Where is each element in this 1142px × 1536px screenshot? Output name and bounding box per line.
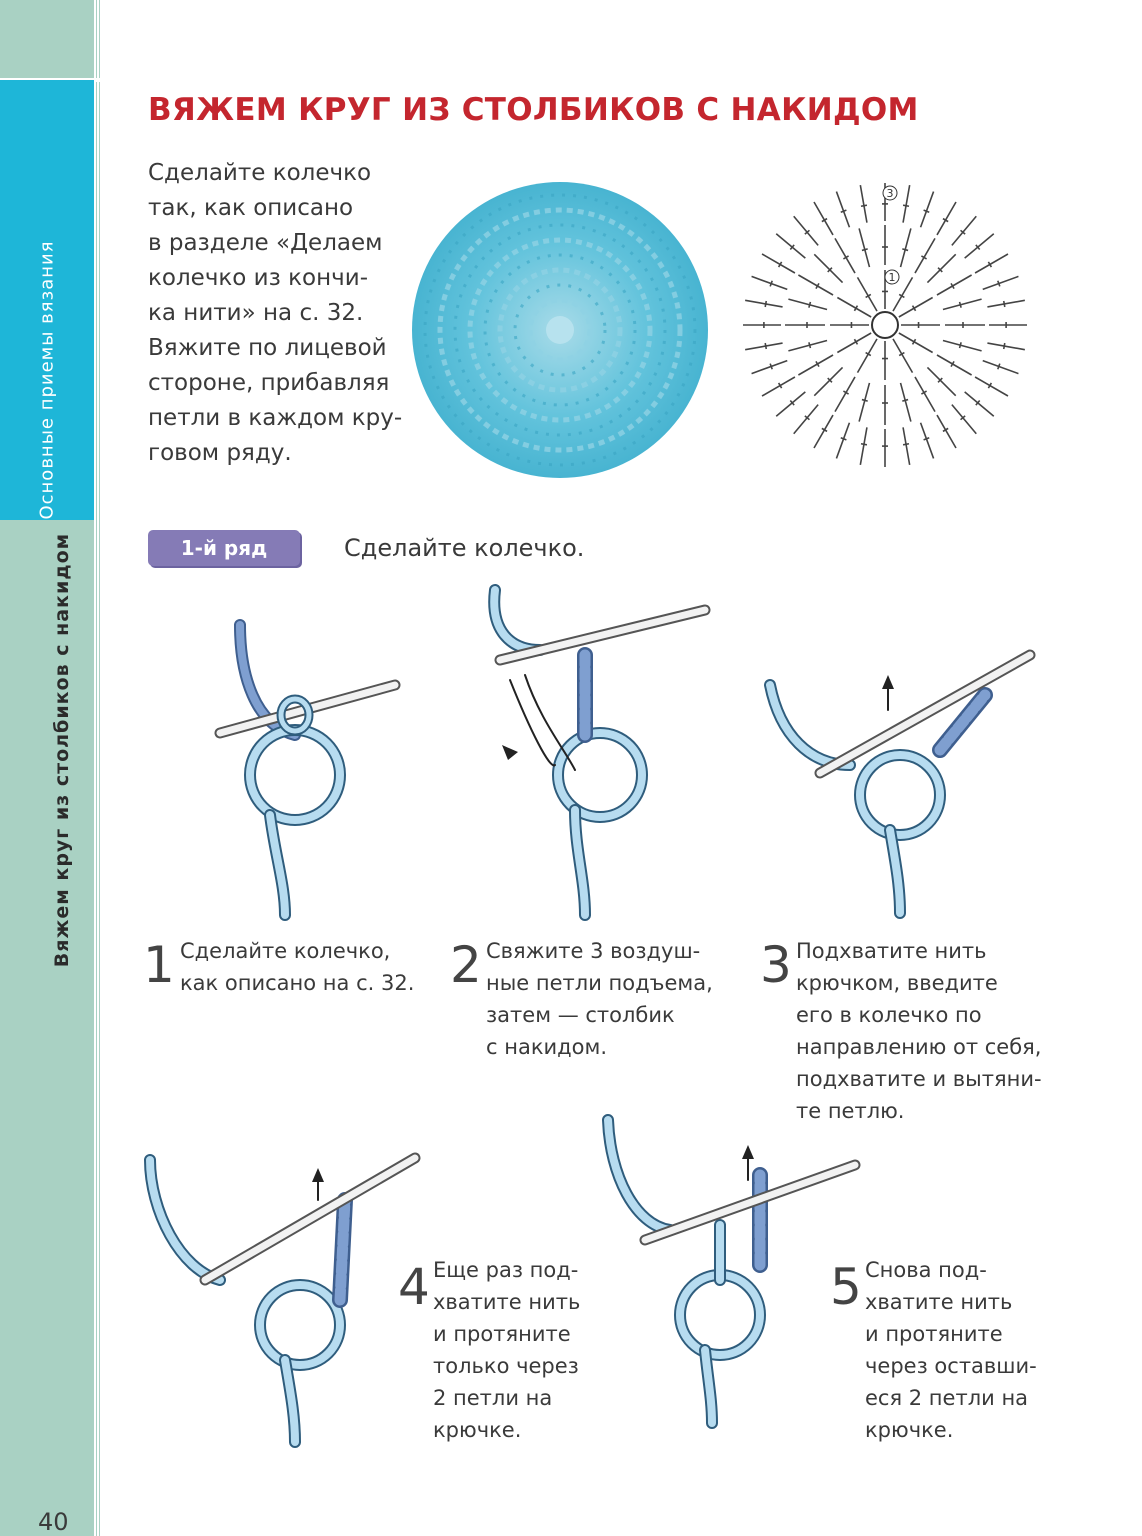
step-1-text: Сделайте колечко, как описано на с. 32. [180,939,415,995]
chart-stitch-mark [836,192,849,228]
sidebar-divider [94,0,96,1536]
chart-stitch-mark [915,238,935,273]
chart-stitch-crossbar [809,342,811,348]
chart-stitch-mark [794,405,818,434]
page-number: 40 [38,1508,69,1536]
step-4-text: Еще раз под- хватите нить и протяните только через 2 петли на крючке. [433,1258,581,1442]
chart-stitch-crossbar [998,364,1000,370]
chart-stitch-mark [987,300,1024,307]
page-title: ВЯЖЕМ КРУГ ИЗ СТОЛБИКОВ С НАКИДОМ [148,92,919,128]
chart-stitch-mark [921,192,934,228]
chart-stitch-crossbar [902,400,908,402]
chart-stitch-mark [814,254,842,282]
chart-stitch-mark [836,423,849,459]
chart-stitch-mark [794,216,818,245]
chart-stitch-mark [752,361,788,374]
chart-stitch-mark [899,333,933,353]
chart-stitch-mark [745,343,782,350]
chart-stitch-crossbar [809,302,811,308]
section-tab [0,80,94,520]
chart-stitch-mark [835,377,855,412]
chart-stitch-mark [798,275,833,295]
chart-stitch-crossbar [841,210,847,212]
sidebar-divider [97,0,99,1536]
step-2-text: Свяжите 3 воздуш- ные петли подъема, затем — столбик с накидом. [486,939,713,1059]
step-3-number: 3 [760,936,792,994]
chart-stitch-mark [837,298,871,318]
step-5-number: 5 [830,1258,862,1316]
chart-stitch-mark [814,367,842,395]
chart-stitch-mark [975,254,1008,273]
chart-stitch-crossbar [960,342,962,348]
chart-stitch-mark [814,415,833,448]
step-5-illustration [600,1115,860,1430]
chart-stitch-crossbar [960,302,962,308]
chart-stitch-mark [745,300,782,307]
step-4-illustration [140,1150,420,1450]
row-instruction: Сделайте колечко. [344,534,585,562]
chart-stitch-crossbar [903,205,909,206]
chart-stitch-mark [762,254,795,273]
step-2-illustration [480,580,720,925]
crochet-circle-photo [405,180,715,480]
chart-stitch-crossbar [861,205,867,206]
chart-stitch-mark [893,339,913,373]
chart-stitch-mark [965,234,994,258]
chart-stitch-mark [901,383,911,422]
chart-stitch-mark [858,339,878,373]
chart-stitch-crossbar [924,438,930,440]
chart-stitch-mark [952,405,976,434]
chart-stitch-mark [776,234,805,258]
chart-stitch-mark [901,228,911,267]
step-3-text: Подхватите нить крючком, введите его в колечко по направлению от себя, подхватите и вытяни- те петлю. [796,939,1042,1123]
step-2-number: 2 [450,936,482,994]
chart-stitch-mark [860,427,867,464]
chart-stitch-crossbar [765,301,766,307]
chart-stitch-mark [860,185,867,222]
chart-stitch-mark [903,185,910,222]
chart-stitch-crossbar [862,249,868,251]
chart-stitch-mark [798,355,833,375]
chart-stitch-crossbar [841,438,847,440]
chart-stitch-mark [814,202,833,235]
chart-stitch-mark [987,343,1024,350]
chart-stitch-mark [937,275,972,295]
chart-stitch-mark [927,254,955,282]
chart-stitch-mark [915,377,935,412]
step-3-illustration [760,655,1045,920]
step-1-number: 1 [143,936,175,994]
chart-stitch-mark [835,238,855,273]
chart-stitch-mark [921,423,934,459]
step-1-illustration [200,615,410,925]
chart-stitch-mark [965,392,994,416]
crochet-chart-diagram [740,180,1030,470]
row-badge: 1-й ряд [148,530,300,566]
intro-text: Сделайте колечко так, как описано в разделе «Делаем колечко из кончи- ка нити» на с. 32. Вяжите по лицевой стороне, прибавляя петли в каждом кру- говом ряду. [148,160,403,466]
chart-round-1-label: 1 [888,271,896,284]
chart-stitch-mark [975,377,1008,396]
chart-stitch-crossbar [765,343,766,349]
chart-round-3-label: 3 [886,187,894,200]
chart-stitch-crossbar [903,444,909,445]
chart-stitch-mark [788,341,827,351]
section-tab-label: Основные приемы вязания [36,240,58,520]
step-5-text: Снова под- хватите нить и протяните через оставши- еся 2 петли на крючке. [865,1258,1037,1442]
chart-stitch-mark [837,333,871,353]
chart-stitch-crossbar [902,249,908,251]
chart-stitch-crossbar [924,210,930,212]
chart-stitch-mark [762,377,795,396]
chart-stitch-mark [937,355,972,375]
chart-stitch-mark [776,392,805,416]
step-4-number: 4 [398,1258,430,1316]
chart-stitch-crossbar [1004,301,1005,307]
chapter-tab [0,528,94,1148]
chart-stitch-mark [858,277,878,311]
chart-stitch-mark [943,299,982,309]
chart-stitch-crossbar [998,281,1000,287]
chart-stitch-mark [752,276,788,289]
chart-stitch-crossbar [862,400,868,402]
chart-stitch-mark [899,298,933,318]
chapter-tab-label: Вяжем круг из столбиков с накидом [51,532,73,968]
chart-stitch-mark [983,361,1019,374]
chart-stitch-mark [952,216,976,245]
chart-stitch-mark [927,367,955,395]
chart-stitch-mark [859,228,869,267]
chart-stitch-crossbar [770,281,772,287]
chart-stitch-mark [943,341,982,351]
chart-stitch-mark [859,383,869,422]
sidebar-top-band [0,0,100,82]
chart-stitch-crossbar [861,444,867,445]
chart-stitch-mark [937,202,956,235]
chart-stitch-mark [903,427,910,464]
chart-stitch-mark [937,415,956,448]
chart-stitch-crossbar [770,364,772,370]
chart-stitch-crossbar [1004,343,1005,349]
chart-stitch-mark [788,299,827,309]
chart-stitch-mark [983,276,1019,289]
